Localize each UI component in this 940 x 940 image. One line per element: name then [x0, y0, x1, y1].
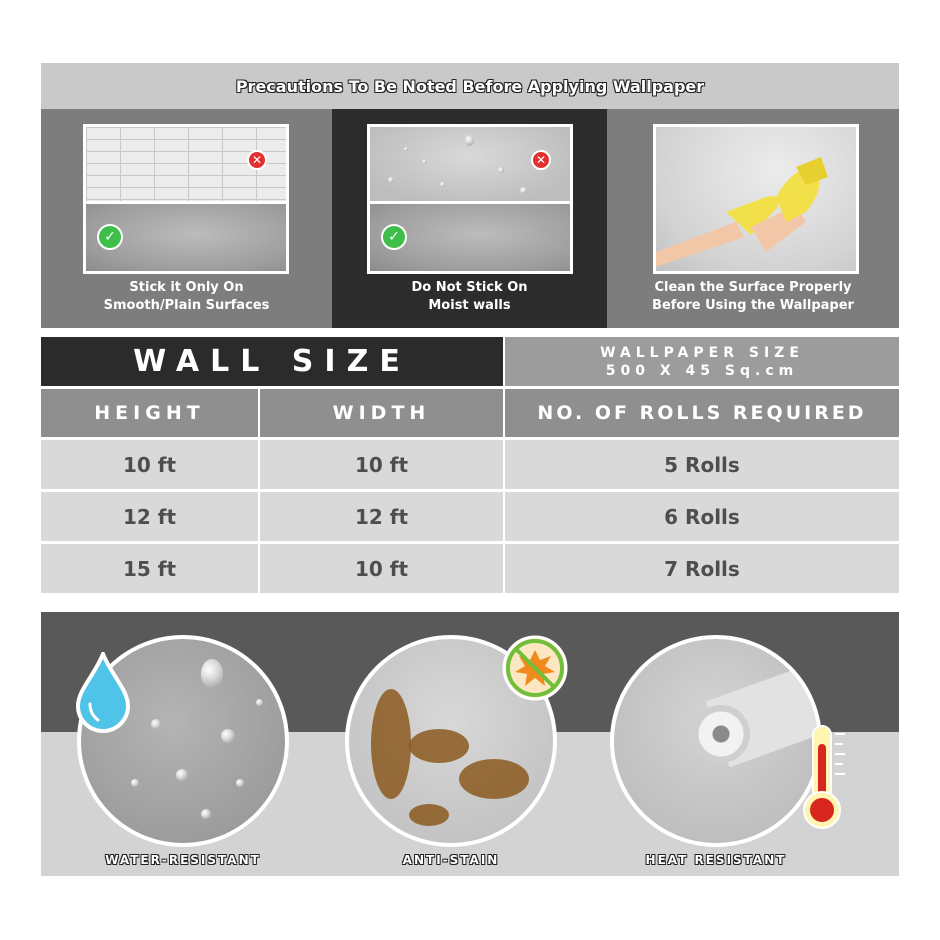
precaution-caption	[332, 279, 607, 315]
gloved-hands-illustration	[656, 127, 856, 271]
table-cell-rolls: 7 Rolls	[505, 544, 899, 593]
water-droplet	[422, 159, 427, 164]
wallpaper-roll	[692, 705, 750, 763]
cross-icon: ✕	[247, 150, 267, 170]
precautions-title: Precautions To Be Noted Before Applying Wallpaper	[41, 63, 899, 109]
column-header-height: HEIGHT	[41, 389, 258, 437]
water-droplet	[404, 147, 408, 151]
check-icon: ✓	[97, 224, 123, 250]
heat-resistant-circle	[610, 635, 822, 847]
precaution-smooth-surface	[41, 109, 332, 328]
check-icon: ✓	[381, 224, 407, 250]
precaution-moist-walls	[332, 109, 607, 328]
water-droplet	[498, 167, 504, 173]
water-droplet	[176, 769, 188, 781]
table-cell-rolls: 6 Rolls	[505, 492, 899, 541]
water-droplet	[131, 779, 139, 787]
water-drop-icon	[74, 652, 132, 734]
water-droplet	[520, 187, 527, 194]
water-droplet	[465, 135, 474, 146]
wallpaper-size-heading	[505, 337, 899, 386]
table-cell-height: 12 ft	[41, 492, 258, 541]
water-droplet	[256, 699, 263, 706]
features-panel	[41, 612, 899, 876]
precaution-caption	[607, 279, 899, 315]
water-droplet	[440, 182, 445, 187]
table-cell-rolls: 5 Rolls	[505, 440, 899, 489]
heat-resistant-label: HEAT RESISTANT	[645, 853, 787, 867]
caption-line: Do Not Stick On	[411, 280, 528, 295]
caption-line: Moist walls	[428, 298, 511, 313]
precautions-panel	[41, 63, 899, 328]
water-droplet	[388, 177, 394, 183]
water-droplet	[201, 659, 223, 689]
wall-size-table	[41, 337, 899, 600]
caption-line: Clean the Surface Properly	[654, 280, 852, 295]
table-cell-height: 15 ft	[41, 544, 258, 593]
precaution-clean-surface	[607, 109, 899, 328]
precaution-caption	[41, 279, 332, 315]
thermometer-icon	[801, 722, 849, 834]
table-cell-height: 10 ft	[41, 440, 258, 489]
table-cell-width: 10 ft	[260, 440, 503, 489]
wallpaper-size-value: 500 X 45 Sq.cm	[605, 362, 799, 379]
anti-stain-label: ANTI-STAIN	[402, 853, 500, 867]
cross-icon: ✕	[531, 150, 551, 170]
water-droplet	[236, 779, 244, 787]
water-droplet	[201, 809, 211, 819]
water-resistant-label: WATER-RESISTANT	[105, 853, 261, 867]
no-stain-icon	[501, 634, 569, 702]
cleaning-wall-image	[656, 127, 856, 271]
coffee-stain	[409, 729, 469, 763]
cleaning-photo	[653, 124, 859, 274]
water-droplet	[221, 729, 235, 743]
caption-line: Before Using the Wallpaper	[652, 298, 854, 313]
smooth-surface-photo	[83, 124, 289, 274]
water-droplet	[151, 719, 161, 729]
column-header-rolls: NO. OF ROLLS REQUIRED	[505, 389, 899, 437]
coffee-stain	[409, 804, 449, 826]
wall-size-heading: WALL SIZE	[41, 337, 503, 386]
coffee-stain	[459, 759, 529, 799]
coffee-stain	[371, 689, 411, 799]
table-cell-width: 10 ft	[260, 544, 503, 593]
table-cell-width: 12 ft	[260, 492, 503, 541]
caption-line: Stick it Only On	[129, 280, 244, 295]
wallpaper-size-label: WALLPAPER SIZE	[600, 344, 804, 361]
column-header-width: WIDTH	[260, 389, 503, 437]
caption-line: Smooth/Plain Surfaces	[103, 298, 270, 313]
moist-wall-photo	[367, 124, 573, 274]
